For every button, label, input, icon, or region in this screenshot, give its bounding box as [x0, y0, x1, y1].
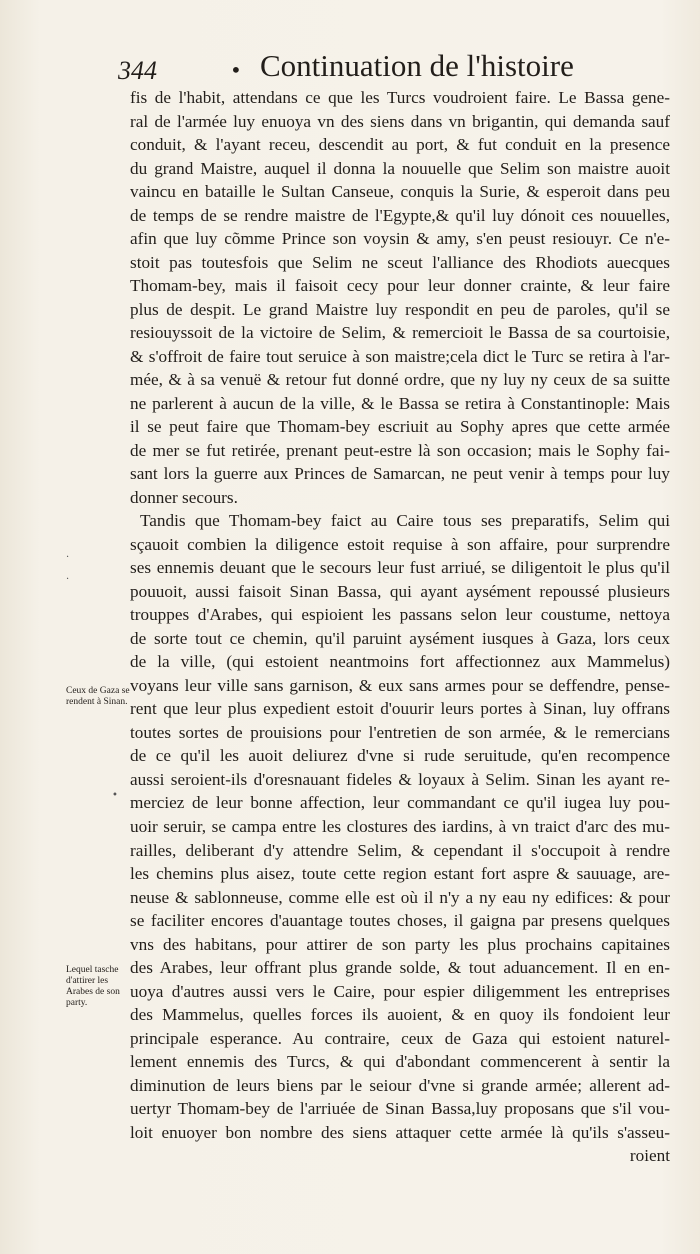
body-text	[130, 86, 670, 1168]
text-line: uoir seruir, se campa entre les clostures des iardins, à vn traict d'arc des mu-	[130, 816, 670, 836]
gutter-mark: •	[112, 790, 118, 801]
text-line: des Arabes, leur offrant plus grande solde, & tout aduancement. Il en en-	[130, 958, 670, 978]
text-line: les chemins plus aisez, toute cette region estant fort aspre & sauuage, are-	[130, 864, 670, 884]
text-line: uertyr Thomam-bey de l'arriuée de Sinan Bassa,luy proposans que s'il vou-	[130, 1099, 670, 1119]
text-line: neuse & sablonneuse, comme elle est où il n'y a ny eau ny edifices: & pour	[130, 887, 670, 907]
text-line: afin que luy cõmme Prince son voysin & amy, s'en peust resiouyr. Ce n'e-	[130, 229, 670, 249]
text-line: trouppes d'Arabes, qui espioient les passans selon leur coustume, nettoya	[130, 605, 670, 625]
text-line: rent que leur plus expedient estoit d'ouurir leurs portes à Sinan, luy offrans	[130, 699, 670, 719]
text-line: conduit, & l'ayant receu, descendit au port, & fut conduit en la presence	[130, 135, 670, 155]
text-line: sant lors la guerre aux Princes de Samarcan, ne peut venir à temps pour luy	[130, 464, 670, 484]
text-line: de temps de se rendre maistre de l'Egypte,& qu'il luy dónoit ces nouuelles,	[130, 205, 670, 225]
text-line: diminution de leurs biens par le seiour d'vne si grande armée; allerent ad-	[130, 1075, 670, 1095]
text-line: de sorte tout ce chemin, qu'il paruint aysément iusques à Gaza, lors ceux	[130, 628, 670, 648]
running-title: Continuation de l'histoire	[260, 48, 574, 83]
text-line: resiouyssoit de la victoire de Selim, & remercioit le Bassa de sa courtoisie,	[130, 323, 670, 343]
header-ornament-dot: •	[230, 58, 242, 82]
text-line: des Mammelus, quelles forces ils auoient, & en quoy ils fondoient leur	[130, 1005, 670, 1025]
page-number: 344	[118, 56, 157, 85]
text-line: du grand Maistre, auquel il donna la nouuelle que Selim son maistre auoit	[130, 158, 670, 178]
text-line: stoit pas toutesfois que Selim ne sceut l'alliance des Rhodiots auecques	[130, 252, 670, 272]
text-line: Tandis que Thomam-bey faict au Caire tous ses preparatifs, Selim qui	[140, 511, 670, 531]
text-line: principale esperance. Au contraire, ceux de Gaza qui estoient naturel-	[130, 1028, 670, 1048]
text-line: plus de despit. Le grand Maistre luy respondit en peu de paroles, qu'il se	[130, 299, 670, 319]
text-line: vaincu en bataille le Sultan Canseue, conquis la Surie, & esperoit dans peu	[130, 182, 670, 202]
text-line: ral de l'armée luy enuoya vn des siens dans vn brigantin, qui demanda sauf	[130, 111, 670, 131]
text-line: lement ennemis des Turcs, & qui d'abondant commencerent à sentir la	[130, 1052, 670, 1072]
text-line: & s'offroit de faire tout seruice à son maistre;cela dict le Turc se retira à l'ar-	[130, 346, 670, 366]
gutter-mark: ·	[66, 574, 70, 585]
text-line: Thomam-bey, mais il faisoit cecy pour leur donner crainte, & leur faire	[130, 276, 670, 296]
text-line: sçauoit combien la diligence estoit requise à son affaire, pour surprendre	[130, 534, 670, 554]
text-line: fis de l'habit, attendans ce que les Turcs voudroient faire. Le Bassa gene-	[130, 88, 670, 107]
text-line: pouuoit, aussi faisoit Sinan Bassa, qui ayant aysément repoussé plusieurs	[130, 581, 670, 601]
margin-note-gaza: Ceux de Gaza se rendent à Sinan.	[66, 686, 130, 707]
text-line: voyans leur ville sans garnison, & eux sans armes pour se deffendre, pense-	[130, 675, 670, 695]
text-line: ses ennemis deuant que le secours leur fust arriué, se diligentoit le plus qu'il	[130, 558, 670, 578]
text-line: de ce qu'il les auoit deliurez d'vne si rude seruitude, qu'en recompence	[130, 746, 670, 766]
text-line: se faciliter encores d'auantage toutes choses, il gaigna par presens quelques	[130, 911, 670, 931]
margin-note-arabes: Lequel tasche d'attirer les Arabes de son party.	[66, 965, 120, 1008]
text-line: il se peut faire que Thomam-bey escriuit au Sophy apres que cette armée	[130, 417, 670, 437]
text-line: loit enuoyer bon nombre des siens attaquer cette armée là qu'ils s'asseu-	[130, 1122, 670, 1142]
text-line: de mer se fut retirée, prenant peut-estre là son occasion; mais le Sophy fai-	[130, 440, 670, 460]
text-line: ne parlerent à aucun de la ville, & le Bassa se retira à Constantinople: Mais	[130, 393, 670, 413]
text-line: railles, deliberant d'y attendre Selim, & cependant il s'occupoit à rendre	[130, 840, 670, 860]
text-line: donner secours.	[130, 487, 238, 507]
text-line: merciez de leur bonne affection, leur commandant ce qu'il iugea luy pou-	[130, 793, 670, 813]
text-line: vns des habitans, pour attirer de son party les plus prochains capitaines	[130, 934, 670, 954]
text-line: uoya d'autres aussi vers le Caire, pour espier diligemment les entreprises	[130, 981, 670, 1001]
catchword: roient	[629, 1146, 670, 1166]
text-line: toutes sortes de prouisions pour l'entretien de son armée, & le remercians	[130, 722, 670, 742]
text-line: mée, & à sa venuë & retour fut donné ordre, que ny luy ny ceux de sa suitte	[130, 370, 670, 390]
running-header	[118, 48, 574, 88]
gutter-mark: ·	[66, 552, 70, 563]
text-line: de la ville, (qui estoient neantmoins fort affectionnez aux Mammelus)	[130, 652, 670, 672]
text-line: aussi seroient-ils d'oresnauant fideles & loyaux à Selim. Sinan les ayant re-	[130, 769, 670, 789]
